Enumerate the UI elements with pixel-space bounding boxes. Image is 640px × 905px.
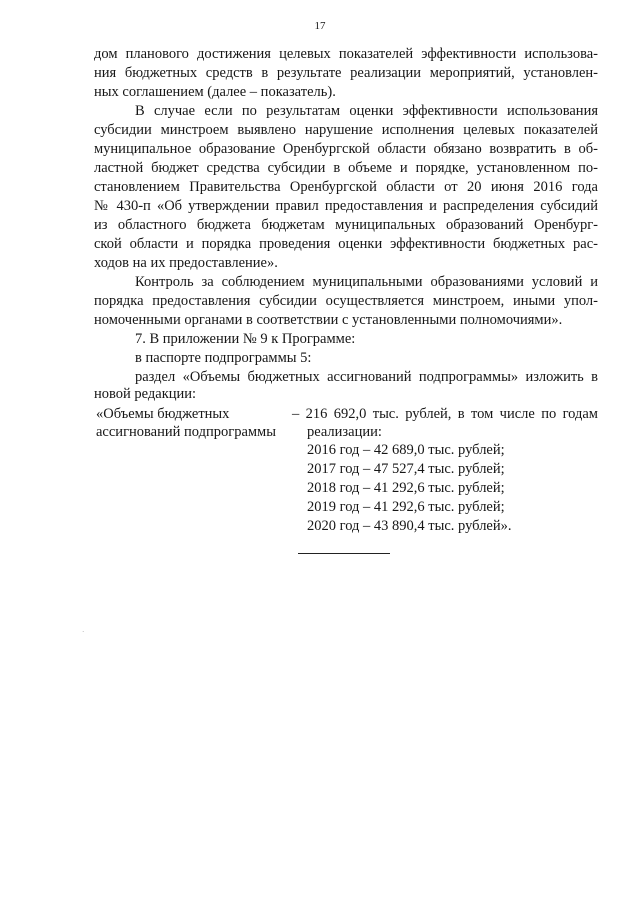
text-line: из областного бюджета бюджетам муниципальных образований Оренбург- xyxy=(94,217,598,233)
table-year-row: 2017 год – 47 527,4 тыс. рублей; xyxy=(307,461,505,477)
table-total-continued: реализации: xyxy=(307,424,382,440)
text-line: становлением Правительства Оренбургской области от 20 июня 2016 года xyxy=(94,179,598,195)
table-left-label: «Объемы бюджетных xyxy=(96,406,230,422)
text-line: ных соглашением (далее – показатель). xyxy=(94,84,336,100)
scan-speck: · xyxy=(82,628,85,636)
text-line: Контроль за соблюдением муниципальными образованиями условий и xyxy=(135,274,598,290)
text-line: 7. В приложении № 9 к Программе: xyxy=(135,331,356,347)
text-line: порядка предоставления субсидии осуществляется минстроем, иными упол- xyxy=(94,293,598,309)
table-year-row: 2019 год – 41 292,6 тыс. рублей; xyxy=(307,499,505,515)
text-line: в паспорте подпрограммы 5: xyxy=(135,350,312,366)
table-year-row: 2018 год – 41 292,6 тыс. рублей; xyxy=(307,480,505,496)
table-year-row: 2016 год – 42 689,0 тыс. рублей; xyxy=(307,442,505,458)
table-year-row: 2020 год – 43 890,4 тыс. рублей». xyxy=(307,518,512,534)
table-left-label: ассигнований подпрограммы xyxy=(96,424,276,440)
text-line: № 430-п «Об утверждении правил предоставления и распределения субсидий xyxy=(94,198,598,214)
text-line: субсидии минстроем выявлено нарушение исполнения целевых показателей xyxy=(94,122,598,138)
text-line: ской области и порядка проведения оценки эффективности бюджетных рас- xyxy=(94,236,598,252)
text-line: ластной бюджет средства субсидии в объеме и порядке, установленном по- xyxy=(94,160,598,176)
text-line: В случае если по результатам оценки эффективности использования xyxy=(135,103,598,119)
text-line: раздел «Объемы бюджетных ассигнований подпрограммы» изложить в xyxy=(135,369,598,385)
text-line: новой редакции: xyxy=(94,386,197,402)
text-line: ния бюджетных средств в результате реализации мероприятий, установлен- xyxy=(94,65,598,81)
text-line: муниципальное образование Оренбургской области обязано возвратить в об- xyxy=(94,141,598,157)
table-total: – 216 692,0 тыс. рублей, в том числе по годам xyxy=(292,406,598,422)
text-line: ходов на их предоставление». xyxy=(94,255,278,271)
page-number: 17 xyxy=(314,20,326,32)
end-rule xyxy=(298,553,390,554)
text-line: дом планового достижения целевых показателей эффективности использова- xyxy=(94,46,598,62)
text-line: номоченными органами в соответствии с установленными полномочиями». xyxy=(94,312,563,328)
